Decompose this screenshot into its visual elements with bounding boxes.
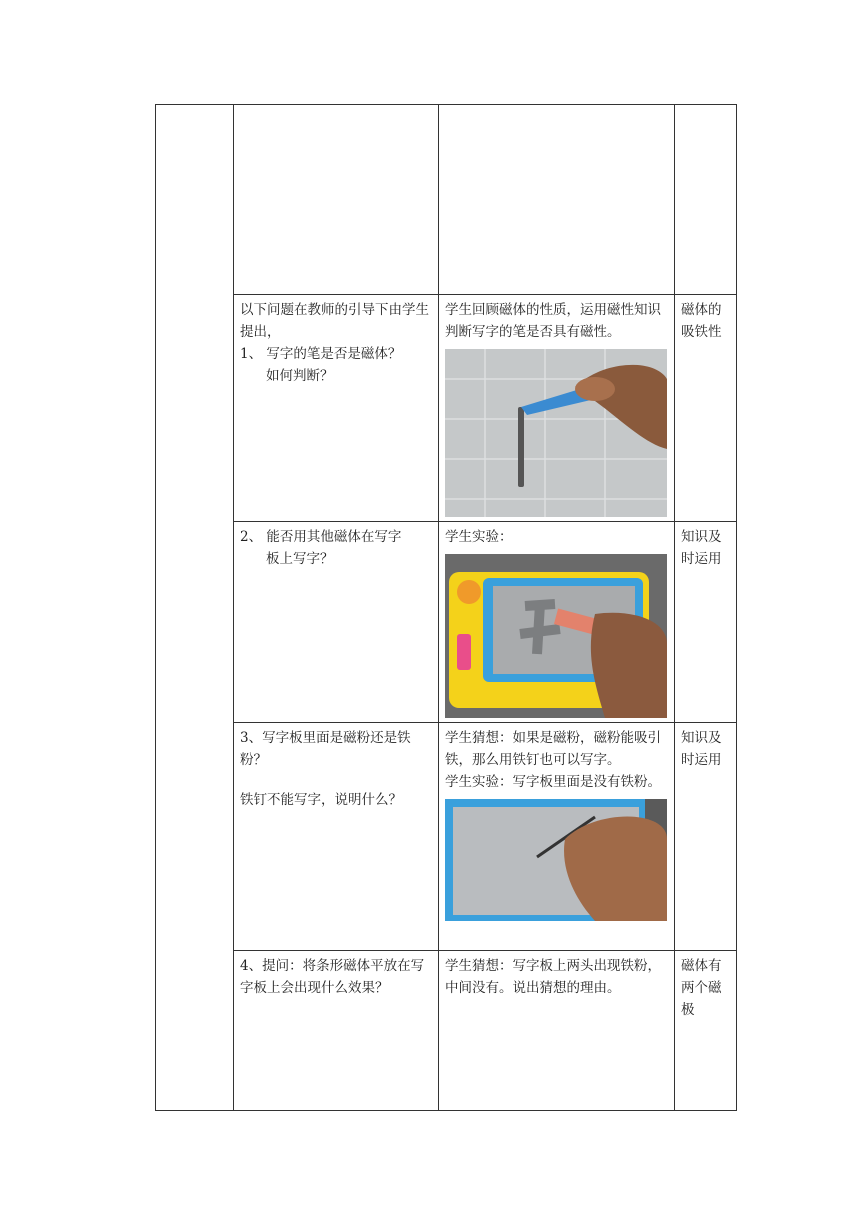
purpose-text: 磁体有 <box>681 958 722 974</box>
teacher-text: 如何判断？ <box>266 368 334 384</box>
student-text: 学生回顾磁体的性质，运用磁性知识判断写字的笔是否具有磁性。 <box>445 302 661 340</box>
student-text: 学生猜想：如果是磁粉，磁粉能吸引铁，那么用铁钉也可以写字。 <box>445 730 661 768</box>
purpose-cell <box>675 105 737 295</box>
pen-magnet-photo <box>445 349 667 517</box>
purpose-cell <box>675 723 737 951</box>
teacher-text: 1、 写字的笔是否是磁体？ <box>240 346 402 362</box>
purpose-text: 磁体的 <box>681 302 722 318</box>
purpose-text: 极 <box>681 1002 695 1018</box>
teacher-cell <box>234 295 439 522</box>
teacher-text: 4、提问：将条形磁体平放在写字板上会出现什么效果？ <box>240 958 425 996</box>
purpose-text: 时运用 <box>681 551 722 567</box>
table-row <box>156 522 737 723</box>
teacher-cell <box>234 522 439 723</box>
teacher-text: 以下问题在教师的引导下由学生提出， <box>240 302 429 340</box>
teacher-text: 板上写字？ <box>266 551 334 567</box>
student-text: 学生猜想：写字板上两头出现铁粉，中间没有。说出猜想的理由。 <box>445 958 661 996</box>
student-cell <box>439 295 675 522</box>
purpose-text: 两个磁 <box>681 980 722 996</box>
teacher-text: 2、 能否用其他磁体在写字 <box>240 529 402 545</box>
student-cell <box>439 951 675 1111</box>
teacher-cell <box>234 105 439 295</box>
student-text: 学生实验： <box>445 529 513 545</box>
table-row <box>156 105 737 295</box>
teacher-text: 3、写字板里面是磁粉还是铁粉？ <box>240 730 411 768</box>
purpose-cell <box>675 295 737 522</box>
stage-column-cell <box>156 105 234 1111</box>
purpose-text: 知识及 <box>681 529 722 545</box>
table-row <box>156 951 737 1111</box>
student-cell <box>439 723 675 951</box>
purpose-cell <box>675 522 737 723</box>
student-text: 学生实验：写字板里面是没有铁粉。 <box>445 774 661 790</box>
purpose-text: 知识及 <box>681 730 722 746</box>
teacher-cell <box>234 951 439 1111</box>
purpose-cell <box>675 951 737 1111</box>
teacher-text: 铁钉不能写字，说明什么？ <box>240 792 402 808</box>
iron-nail-writing-photo <box>445 799 667 921</box>
magnet-writing-board-photo <box>445 554 667 718</box>
lesson-table <box>155 104 737 1111</box>
table-row <box>156 295 737 522</box>
table-row <box>156 723 737 951</box>
teacher-cell <box>234 723 439 951</box>
purpose-text: 吸铁性 <box>681 324 722 340</box>
student-cell <box>439 522 675 723</box>
purpose-text: 时运用 <box>681 752 722 768</box>
student-cell <box>439 105 675 295</box>
